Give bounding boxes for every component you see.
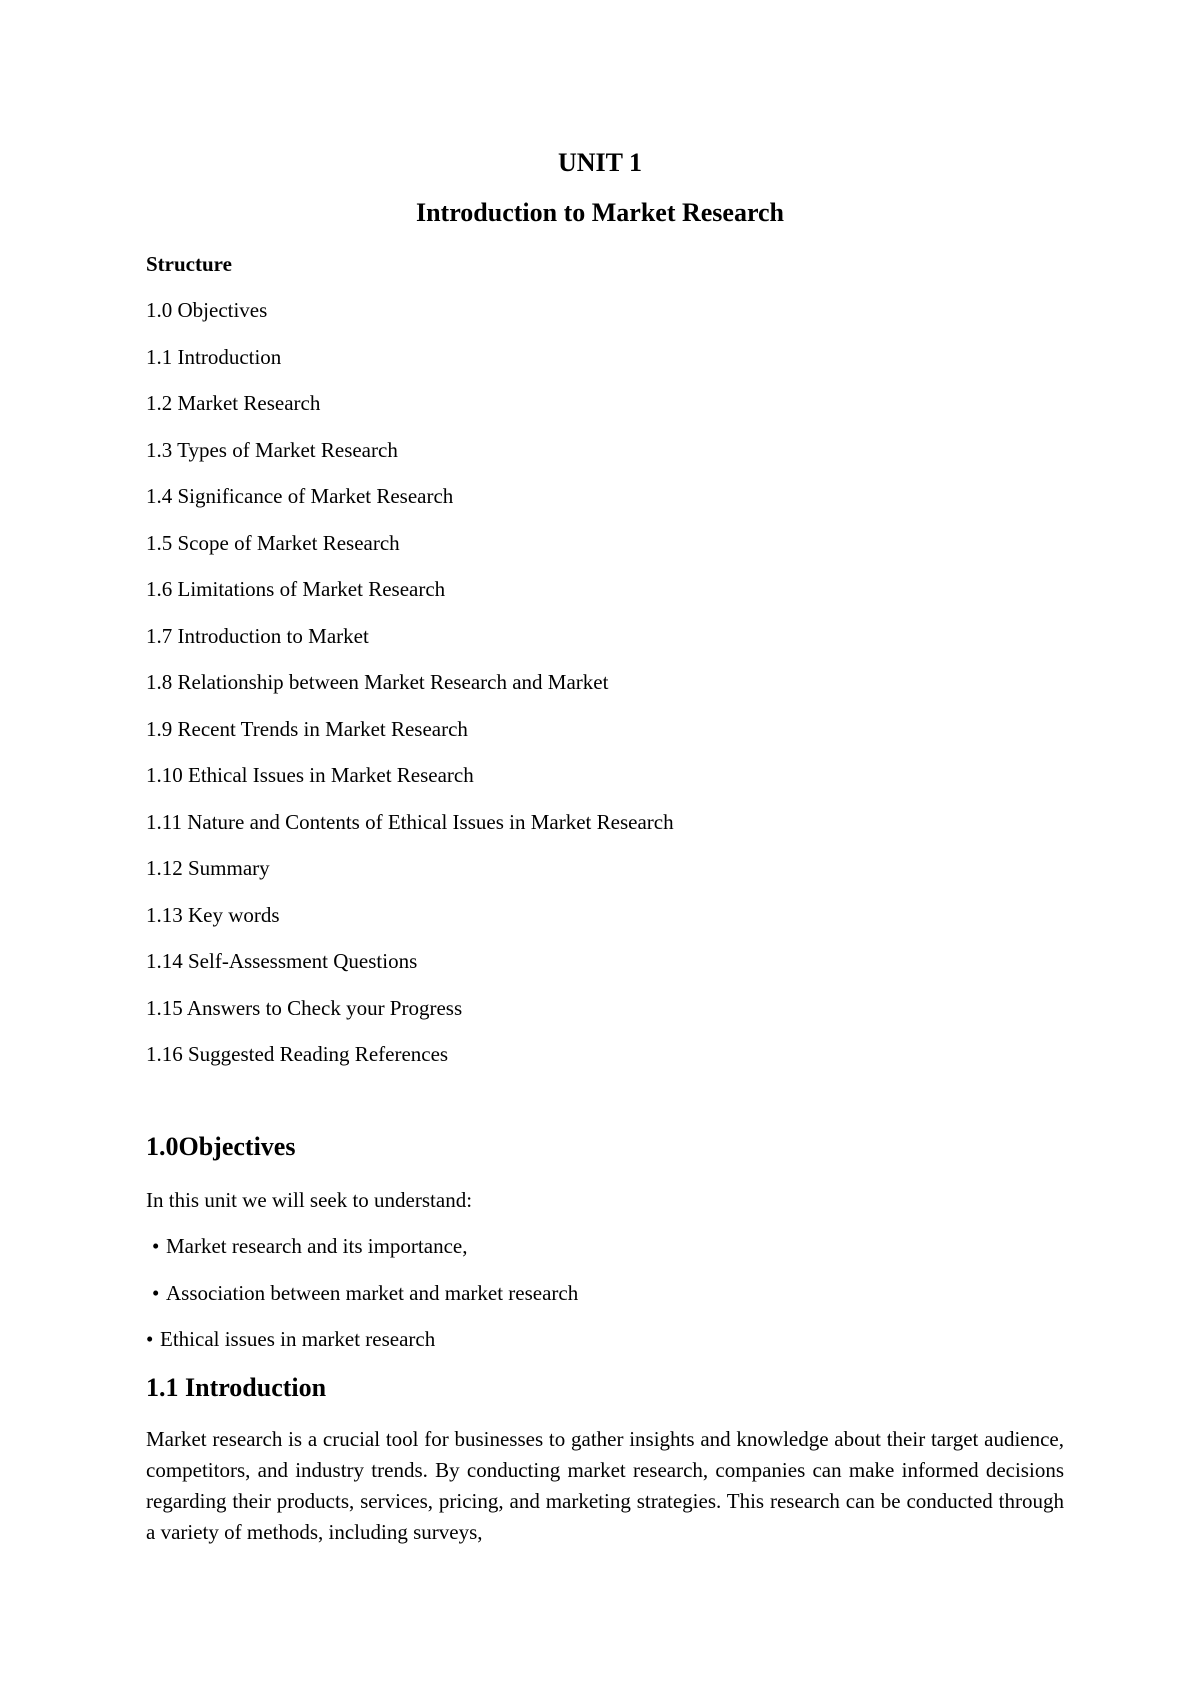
structure-item: 1.15 Answers to Check your Progress — [146, 995, 463, 1020]
structure-item: 1.10 Ethical Issues in Market Research — [146, 763, 474, 787]
structure-item: 1.0 Objectives — [146, 298, 268, 322]
structure-item: 1.3 Types of Market Research — [146, 437, 398, 462]
structure-item: 1.11 Nature and Contents of Ethical Issues in Market Research — [146, 809, 674, 834]
introduction-paragraph: Market research is a crucial tool for businesses to gather insights and knowledge about their target audience, competitors, and industry trends. By conducting market research, companies can make informed decisions regarding their products, services, pricing, and marketing strategies. This research can be conducted through a variety of methods, including surveys, — [146, 1427, 1064, 1544]
structure-item: 1.2 Market Research — [146, 391, 321, 415]
structure-item: 1.16 Suggested Reading References — [146, 1042, 449, 1066]
structure-item: 1.13 Key words — [146, 902, 280, 927]
unit-title: Introduction to Market Research — [415, 198, 785, 227]
introduction-heading: 1.1 Introduction — [146, 1373, 327, 1402]
objectives-heading: 1.0Objectives — [146, 1132, 296, 1161]
structure-item: 1.9 Recent Trends in Market Research — [146, 716, 468, 741]
objectives-lead: In this unit we will seek to understand: — [146, 1188, 473, 1212]
objective-item — [146, 1279, 578, 1326]
structure-item: 1.12 Summary — [146, 856, 270, 880]
bullet-icon: • — [146, 1327, 154, 1351]
structure-item: 1.6 Limitations of Market Research — [146, 577, 446, 601]
structure-item: 1.14 Self-Assessment Questions — [146, 949, 418, 973]
structure-item: 1.8 Relationship between Market Research and Market — [146, 670, 609, 694]
structure-heading: Structure — [146, 252, 232, 276]
structure-item: 1.4 Significance of Market Research — [146, 484, 454, 508]
objective-item — [146, 1232, 578, 1279]
objective-item — [146, 1325, 578, 1372]
bullet-icon: • — [152, 1280, 160, 1305]
objective-text: Association between market and market research — [166, 1280, 579, 1305]
unit-label: UNIT 1 — [557, 148, 643, 177]
objective-text: Market research and its importance, — [166, 1234, 468, 1258]
structure-item: 1.5 Scope of Market Research — [146, 530, 400, 555]
structure-list — [146, 296, 674, 1087]
structure-item: 1.1 Introduction — [146, 344, 282, 369]
structure-item: 1.7 Introduction to Market — [146, 623, 369, 648]
objective-text: Ethical issues in market research — [160, 1327, 436, 1351]
objectives-list — [146, 1232, 578, 1372]
bullet-icon: • — [152, 1234, 160, 1258]
